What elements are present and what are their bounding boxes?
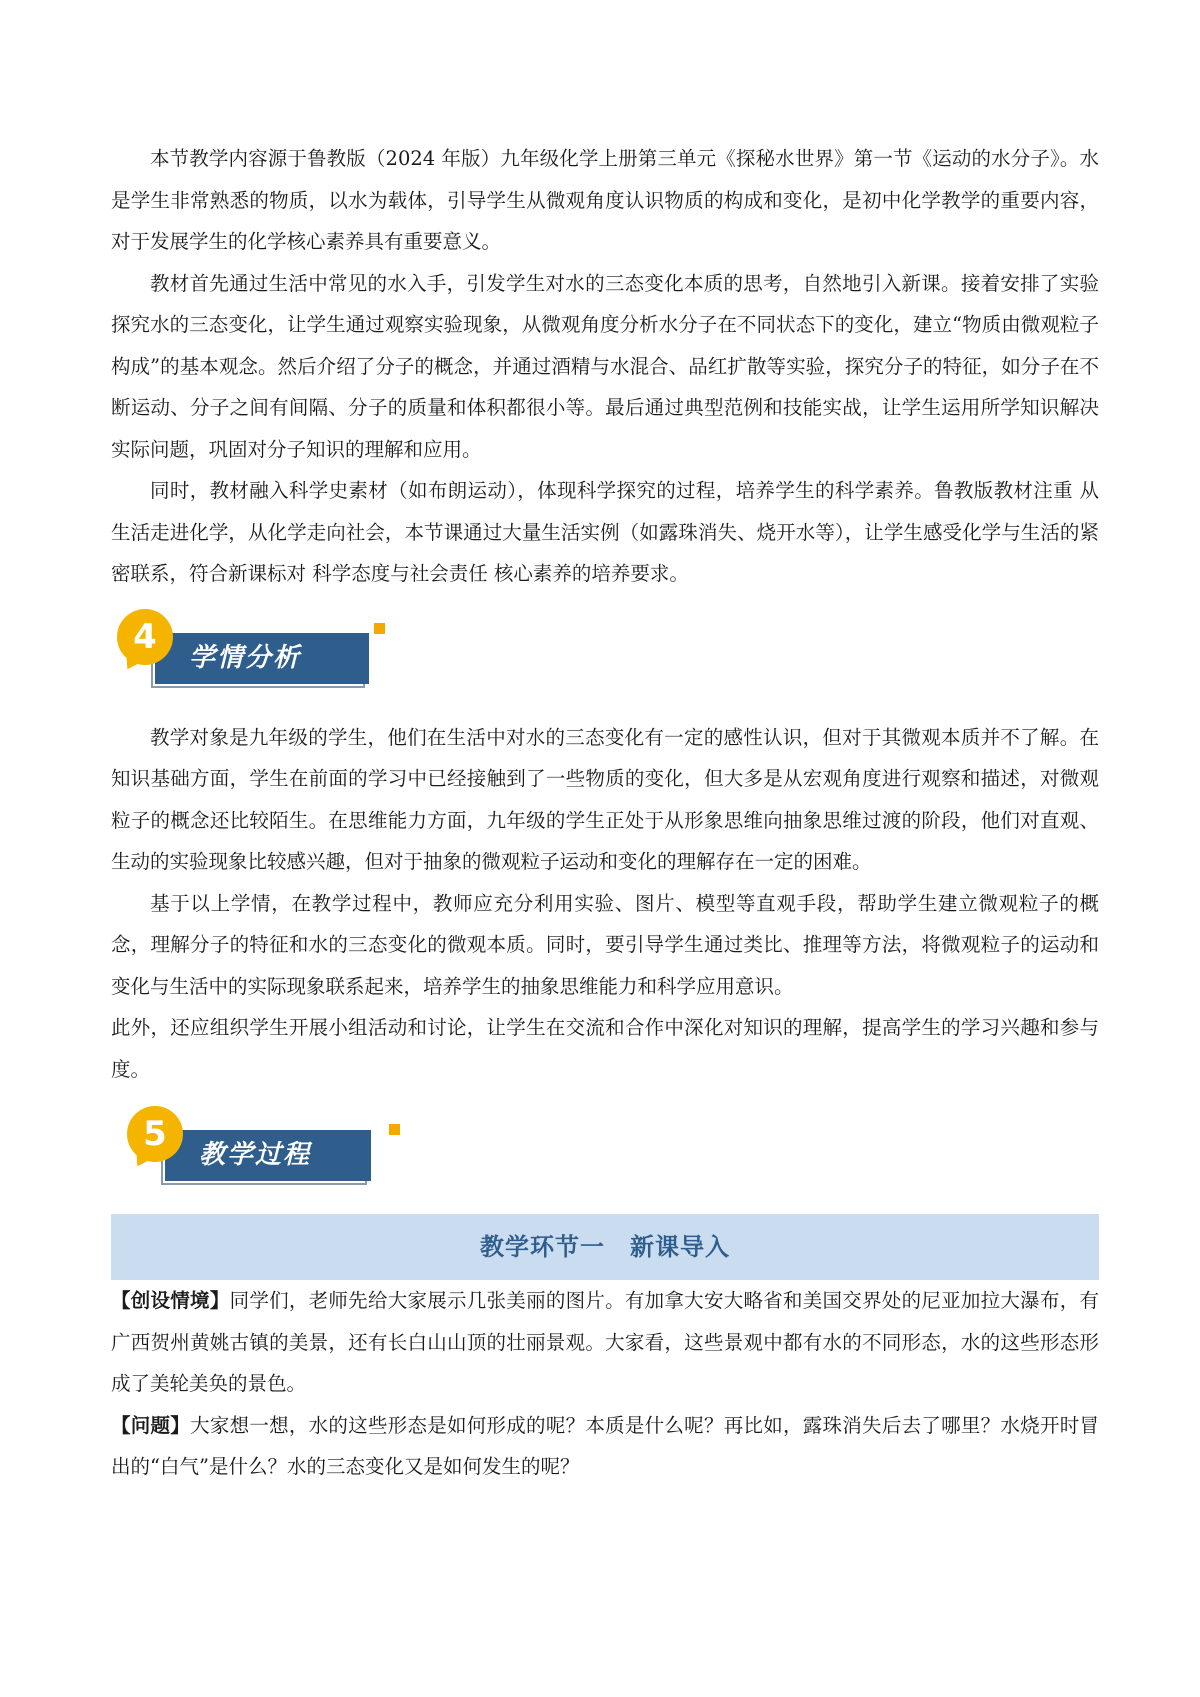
intro-paragraph-2: 教材首先通过生活中常见的水入手，引发学生对水的三态变化本质的思考，自然地引入新课。接着安排了实验探究水的三态变化，让学生通过观察实验现象，从微观角度分析水分子在不同状态下的变化，建立“物质由微观粒子构成”的基本观念。然后介绍了分子的概念，并通过酒精与水混合、品红扩散等实验，探究分子的特征，如分子在不断运动、分子之间有间隔、分子的质量和体积都很小等。最后通过典型范例和技能实战，让学生运用所学知识解决实际问题，巩固对分子知识的理解和应用。 xyxy=(111,271,1099,461)
intro-paragraph-1: 本节教学内容源于鲁教版（2024 年版）九年级化学上册第三单元《探秘水世界》第一节《运动的水分子》。水是学生非常熟悉的物质，以水为载体，引导学生从微观角度认识物质的构成和变化，是初中化学教学的重要内容，对于发展学生的化学核心素养具有重要意义。 xyxy=(111,147,1099,253)
document-body xyxy=(111,138,1099,1488)
teaching-stage-banner: 教学环节一 新课导入 xyxy=(111,1214,1099,1280)
section-title: 学情分析 xyxy=(189,642,302,673)
learner-paragraph-3: 此外，还应组织学生开展小组活动和讨论，让学生在交流和合作中深化对知识的理解，提高学生的学习兴趣和参与度。 xyxy=(111,1016,1099,1081)
question-paragraph xyxy=(111,1405,1099,1488)
heading-accent-square xyxy=(389,1124,400,1135)
heading-accent-square xyxy=(374,623,385,634)
scenario-label: 【创设情境】 xyxy=(111,1289,230,1312)
question-text: 大家想一想，水的这些形态是如何形成的呢？本质是什么呢？再比如，露珠消失后去了哪里？水烧开时冒出的“白气”是什么？水的三态变化又是如何发生的呢？ xyxy=(111,1413,1099,1478)
scenario-text: 同学们，老师先给大家展示几张美丽的图片。有加拿大安大略省和美国交界处的尼亚加拉大瀑布，有广西贺州黄姚古镇的美景，还有长白山山顶的壮丽景观。大家看，这些景观中都有水的不同形态，水的这些形态形成了美轮美奂的景色。 xyxy=(111,1289,1099,1395)
intro-paragraph-3: 同时，教材融入科学史素材（如布朗运动），体现科学探究的过程，培养学生的科学素养。鲁教版教材注重 从生活走进化学，从化学走向社会，本节课通过大量生活实例（如露珠消失、烧开水等），让学生感受化学与生活的紧密联系，符合新课标对 科学态度与社会责任 核心素养的培养要求。 xyxy=(111,479,1099,585)
section-title: 教学过程 xyxy=(199,1140,312,1170)
section-heading-learner-analysis xyxy=(111,609,1099,699)
section-heading-teaching-process xyxy=(111,1106,1099,1196)
learner-paragraph-1: 教学对象是九年级的学生，他们在生活中对水的三态变化有一定的感性认识，但对于其微观本质并不了解。在知识基础方面，学生在前面的学习中已经接触到了一些物质的变化，但大多是从宏观角度进行观察和描述，对微观粒子的概念还比较陌生。在思维能力方面，九年级的学生正处于从形象思维向抽象思维过渡的阶段，他们对直观、生动的实验现象比较感兴趣，但对于抽象的微观粒子运动和变化的理解存在一定的困难。 xyxy=(111,725,1099,873)
section-number-badge: 5 xyxy=(127,1106,183,1162)
section-number-badge: 4 xyxy=(117,609,173,665)
scenario-paragraph xyxy=(111,1280,1099,1405)
question-label: 【问题】 xyxy=(111,1413,191,1437)
learner-paragraph-2: 基于以上学情，在教学过程中，教师应充分利用实验、图片、模型等直观手段，帮助学生建立微观粒子的概念，理解分子的特征和水的三态变化的微观本质。同时，要引导学生通过类比、推理等方法，将微观粒子的运动和变化与生活中的实际现象联系起来，培养学生的抽象思维能力和科学应用意识。 xyxy=(111,891,1099,998)
